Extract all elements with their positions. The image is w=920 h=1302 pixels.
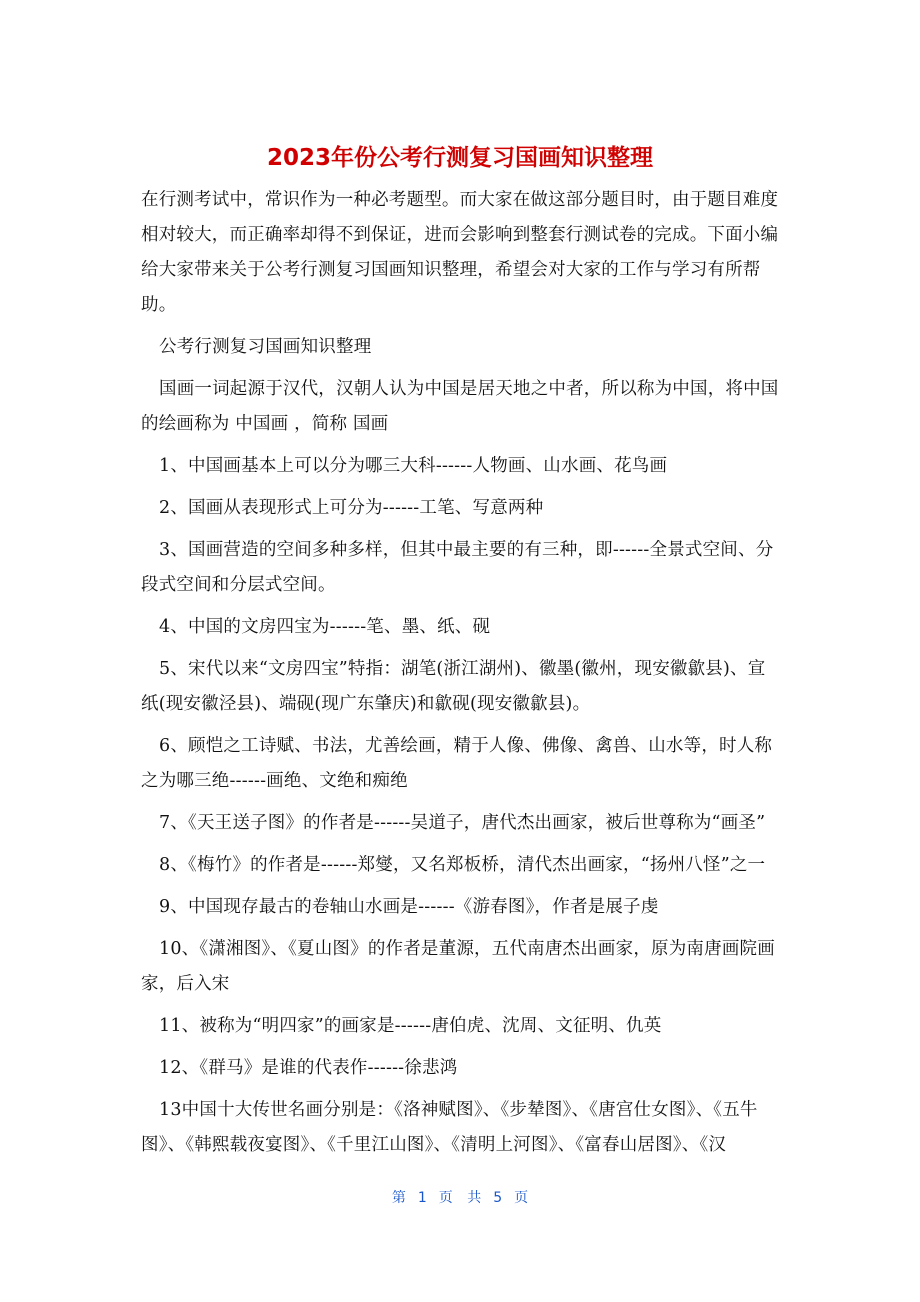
list-item: 11、被称为“明四家”的画家是------唐伯虎、沈周、文征明、仇英 bbox=[159, 1016, 662, 1036]
list-item: 6、顾恺之工诗赋、书法，尤善绘画，精于人像、佛像、禽兽、山水等，时人称之为哪三绝------画绝、文绝和痴绝 bbox=[141, 736, 773, 791]
total-pages-number: 5 bbox=[493, 1190, 503, 1206]
page-label-mid: 页 共 bbox=[438, 1190, 482, 1206]
list-item: 9、中国现存最古的卷轴山水画是------《游春图》，作者是展子虔 bbox=[159, 897, 659, 917]
body-paragraph: 国画一词起源于汉代，汉朝人认为中国是居天地之中者，所以称为中国，将中国的绘画称为 中国画 ，简称 国画 bbox=[141, 379, 779, 434]
document-body bbox=[141, 183, 783, 1163]
list-item: 12、《群马》是谁的代表作------徐悲鸿 bbox=[159, 1058, 458, 1078]
page-label-prefix: 第 bbox=[391, 1190, 406, 1206]
intro-paragraph: 在行测考试中，常识作为一种必考题型。而大家在做这部分题目时，由于题目难度相对较大，而正确率却得不到保证，进而会影响到整套行测试卷的完成。下面小编给大家带来关于公考行测复习国画知识整理，希望会对大家的工作与学习有所帮助。 bbox=[141, 190, 779, 315]
list-item: 8、《梅竹》的作者是------郑燮，又名郑板桥，清代杰出画家，“扬州八怪”之一 bbox=[159, 855, 766, 875]
list-item: 13中国十大传世名画分别是：《洛神赋图》、《步辇图》、《唐宫仕女图》、《五牛图》、《韩熙载夜宴图》、《千里江山图》、《清明上河图》、《富春山居图》、《汉 bbox=[141, 1100, 758, 1155]
list-item: 10、《潇湘图》、《夏山图》的作者是董源，五代南唐杰出画家，原为南唐画院画家，后入宋 bbox=[141, 939, 775, 994]
list-item: 2、国画从表现形式上可分为------工笔、写意两种 bbox=[159, 498, 544, 518]
page-footer bbox=[0, 1186, 920, 1210]
page-label-suffix: 页 bbox=[514, 1190, 529, 1206]
list-item: 5、宋代以来“文房四宝”特指：湖笔(浙江湖州)、徽墨(徽州，现安徽歙县)、宣纸(现安徽泾县)、端砚(现广东肇庆)和歙砚(现安徽歙县)。 bbox=[141, 659, 766, 714]
list-item: 1、中国画基本上可以分为哪三大科------人物画、山水画、花鸟画 bbox=[159, 456, 668, 476]
list-item: 4、中国的文房四宝为------笔、墨、纸、砚 bbox=[159, 617, 491, 637]
list-item: 7、《天王送子图》的作者是------吴道子，唐代杰出画家，被后世尊称为“画圣” bbox=[159, 813, 766, 833]
section-heading: 公考行测复习国画知识整理 bbox=[159, 337, 372, 357]
document-title: 2023年份公考行测复习国画知识整理 bbox=[266, 145, 653, 171]
list-item: 3、国画营造的空间多种多样，但其中最主要的有三种，即------全景式空间、分段式空间和分层式空间。 bbox=[141, 540, 774, 595]
current-page-number: 1 bbox=[417, 1190, 427, 1206]
